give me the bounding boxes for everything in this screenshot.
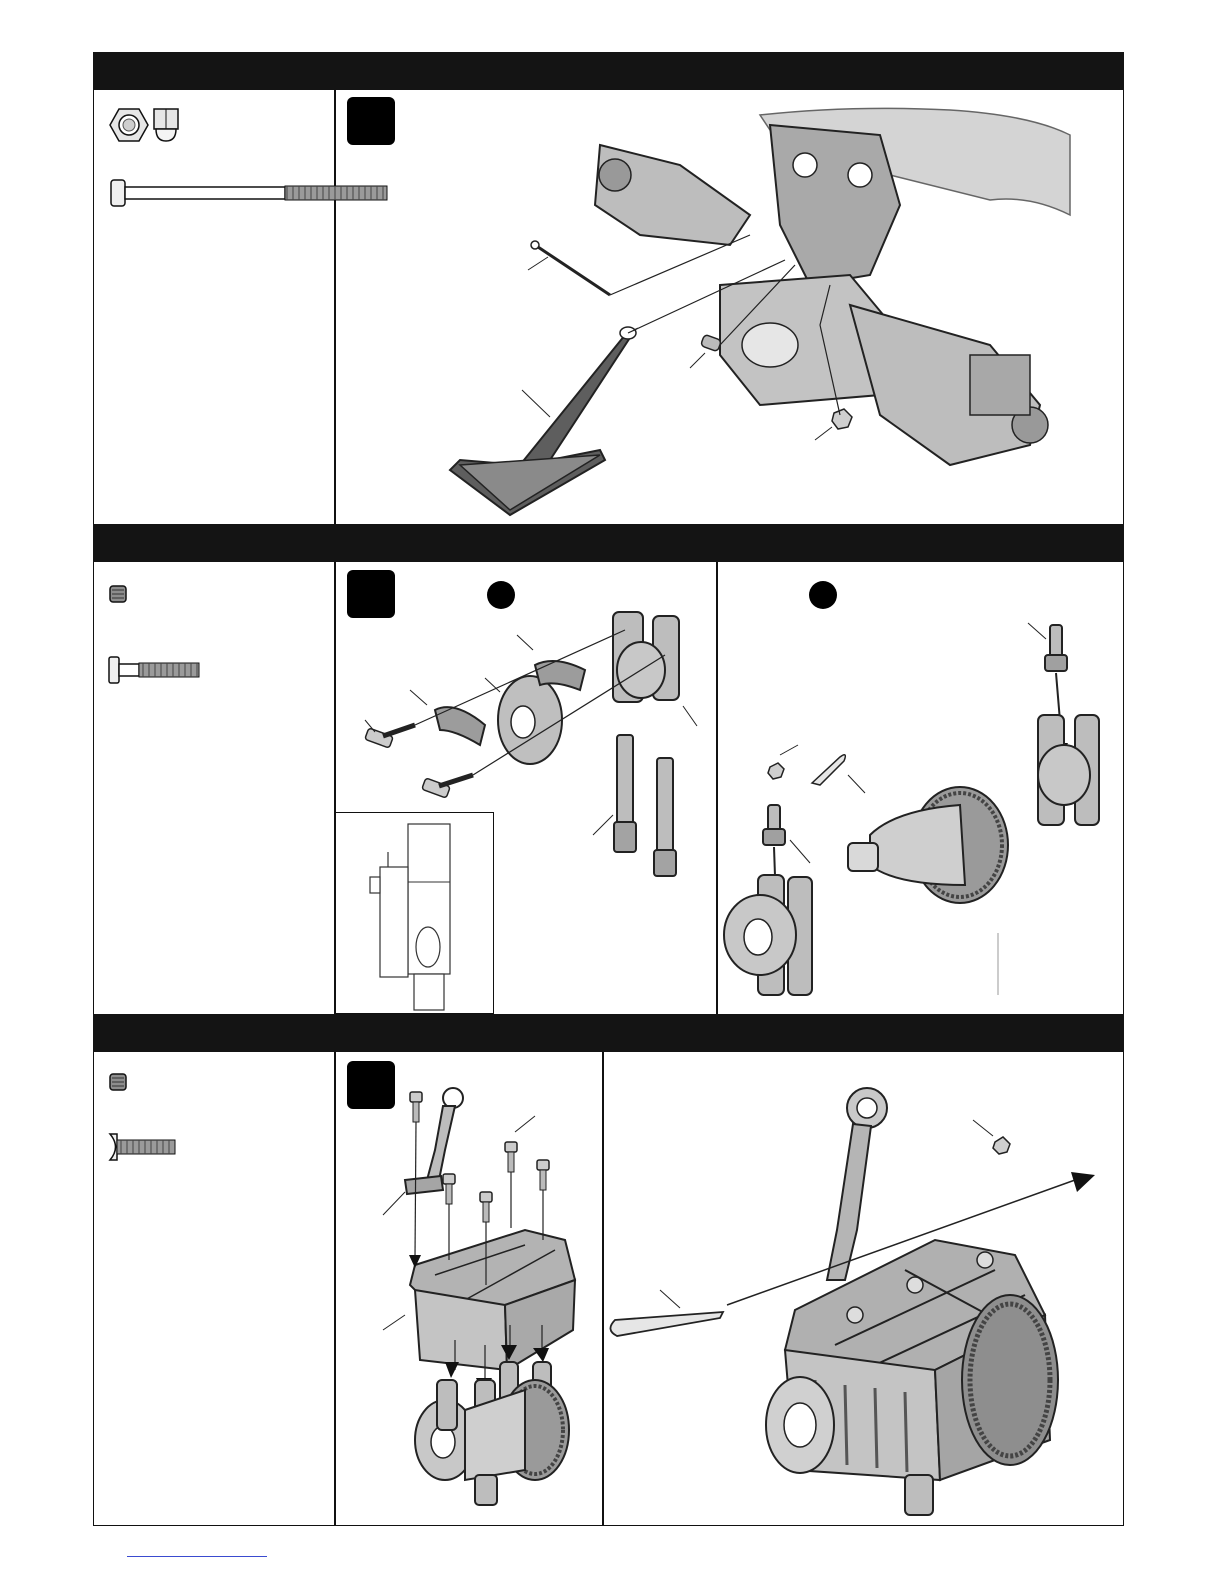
gearbox-exploded-illustration	[375, 1080, 595, 1520]
step-panel-divider	[602, 1052, 604, 1526]
rear-chassis-illustration	[430, 105, 1070, 520]
diff-assembly-illustration	[720, 615, 1120, 1010]
cap-screw-icon	[107, 655, 203, 685]
gearbox-assembled-illustration	[605, 1080, 1115, 1520]
hardware-column-divider	[334, 90, 336, 524]
step-number-box	[347, 97, 395, 145]
section-bar-1	[93, 52, 1124, 90]
footer-link-underline[interactable]	[127, 1556, 267, 1557]
long-cap-screw-icon	[109, 178, 389, 208]
set-screw-icon	[109, 1073, 127, 1091]
section-bar-3	[93, 1014, 1124, 1052]
set-screw-icon	[109, 585, 127, 603]
button-head-screw-icon	[107, 1132, 179, 1162]
locknut-icon	[152, 107, 180, 143]
sub-step-marker-b	[809, 581, 837, 609]
sub-step-marker-a	[487, 581, 515, 609]
step-panel-divider	[716, 562, 718, 1014]
detail-inset-drawing	[360, 822, 470, 1012]
hex-nut-icon	[109, 107, 149, 143]
hardware-column-divider	[334, 1052, 336, 1526]
section-bar-2	[93, 524, 1124, 562]
